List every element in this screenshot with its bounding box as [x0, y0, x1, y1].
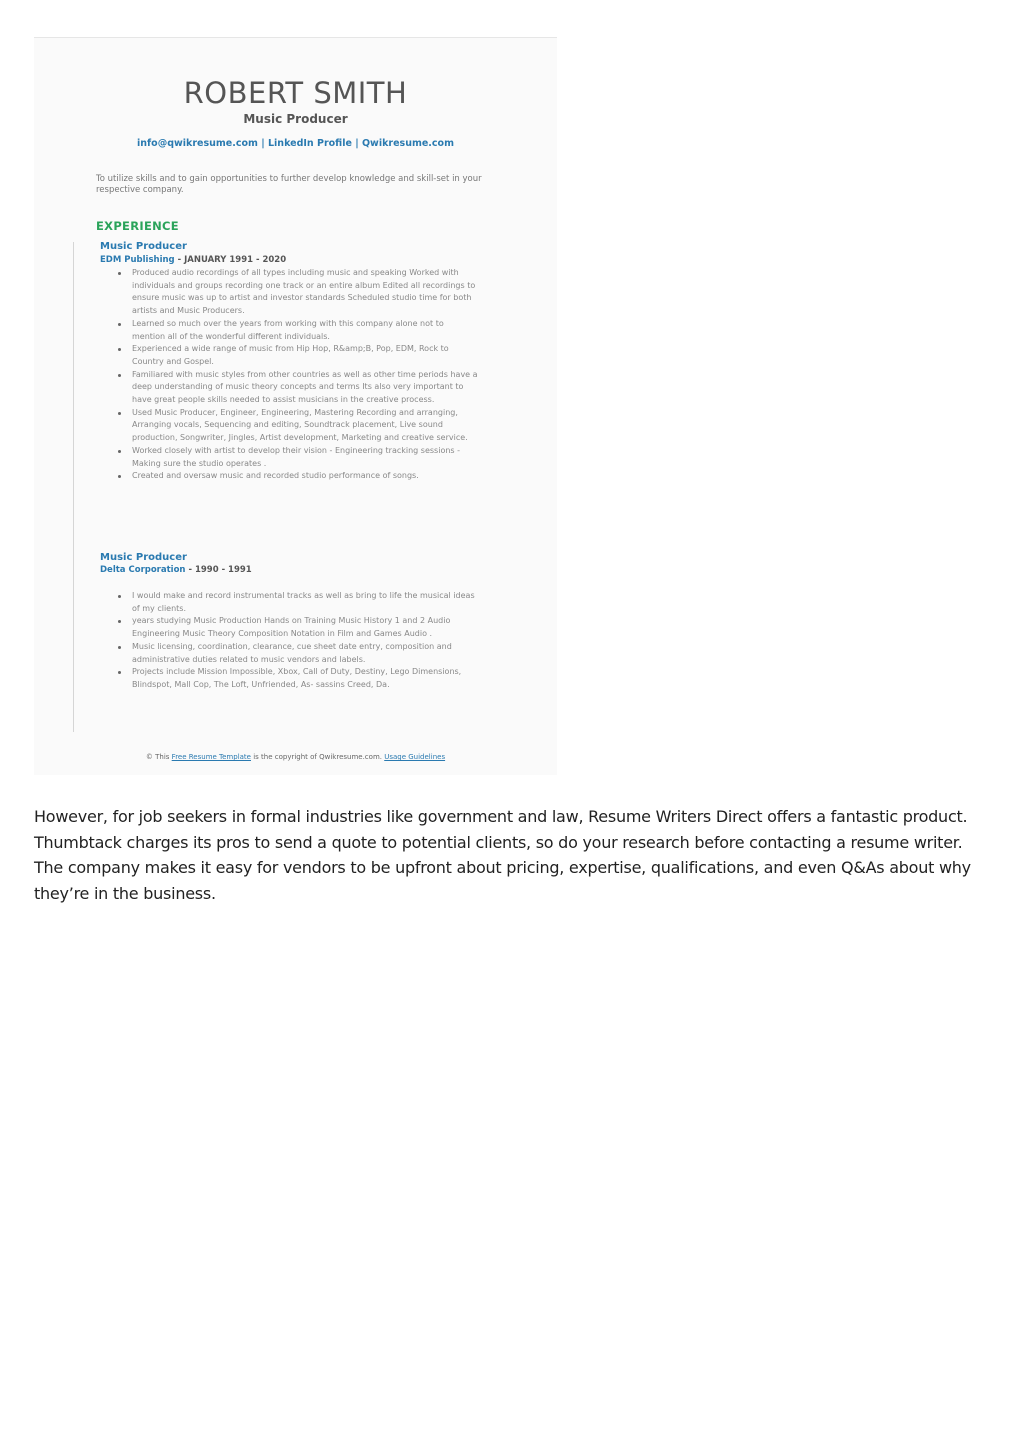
free-resume-template-link[interactable]: Free Resume Template	[171, 753, 251, 761]
list-item: Familiared with music styles from other countries as well as other time periods have a deep understanding of music theory concepts and terms Its also very important to have great people skills needed to assist musicians in the creative process.	[118, 369, 478, 407]
resume-contact-line: info@qwikresume.com | LinkedIn Profile | Qwikresume.com	[137, 138, 454, 149]
resume-template-image	[34, 37, 557, 775]
job-2-company-line: Delta Corporation - 1990 - 1991	[100, 565, 252, 575]
article-paragraph: However, for job seekers in formal industries like government and law, Resume Writers Direct offers a fantastic product. Thumbtack charges its pros to send a quote to potential clients, so do your research before contacting a resume writer. The company makes it easy for vendors to be upfront about pricing, expertise, qualifications, and even Q&As about why they’re in the business.	[34, 807, 971, 903]
job-2-bullets	[118, 590, 478, 692]
experience-heading: EXPERIENCE	[96, 219, 179, 233]
list-item: Experienced a wide range of music from Hip Hop, R&amp;B, Pop, EDM, Rock to Country and Gospel.	[118, 343, 478, 368]
usage-guidelines-link[interactable]: Usage Guidelines	[384, 753, 446, 761]
list-item: Worked closely with artist to develop their vision - Engineering tracking sessions - Making sure the studio operates .	[118, 445, 478, 470]
experience-divider	[73, 242, 74, 732]
list-item: Music licensing, coordination, clearance, cue sheet date entry, composition and administrative duties related to music vendors and labels.	[118, 641, 478, 666]
job-1-company-line: EDM Publishing - JANUARY 1991 - 2020	[100, 255, 287, 265]
list-item: Used Music Producer, Engineer, Engineering, Mastering Recording and arranging, Arranging vocals, Sequencing and editing, Soundtrack placement, Live sound production, Songwriter, Jingles, Artist development, Marketing and creative service.	[118, 407, 478, 445]
job-2-company: Delta Corporation	[100, 565, 186, 575]
footer-prefix: © This	[145, 753, 170, 761]
job-2-dates: 1990 - 1991	[194, 565, 252, 575]
resume-name: ROBERT SMITH	[183, 76, 408, 110]
resume-footer	[34, 753, 557, 761]
list-item: years studying Music Production Hands on Training Music History 1 and 2 Audio Engineering Music Theory Composition Notation in Film and Games Audio .	[118, 615, 478, 640]
resume-objective: To utilize skills and to gain opportunities to further develop knowledge and skill-set in your respective company.	[96, 174, 482, 195]
resume-job-title: Music Producer	[243, 112, 348, 126]
list-item: Created and oversaw music and recorded studio performance of songs.	[118, 470, 478, 483]
job-2-role: Music Producer	[100, 552, 187, 563]
list-item: Produced audio recordings of all types including music and speaking Worked with individuals and groups recording one track or an entire album Edited all recordings to ensure music was up to artist and investor standards Scheduled studio time for both artists and Music Producers.	[118, 267, 478, 318]
footer-copyright: is the copyright of Qwikresume.com.	[253, 753, 382, 761]
job-1-dates: JANUARY 1991 - 2020	[184, 255, 287, 265]
list-item: Projects include Mission Impossible, Xbox, Call of Duty, Destiny, Lego Dimensions, Blindspot, Mall Cop, The Loft, Unfriended, As- sassins Creed, Da.	[118, 666, 478, 691]
list-item: Learned so much over the years from working with this company alone not to mention all of the wonderful different individuals.	[118, 318, 478, 343]
list-item: I would make and record instrumental tracks as well as bring to life the musical ideas of my clients.	[118, 590, 478, 615]
job-1-role: Music Producer	[100, 241, 187, 252]
job-1-company: EDM Publishing	[100, 255, 175, 265]
job-1-bullets	[118, 267, 478, 483]
